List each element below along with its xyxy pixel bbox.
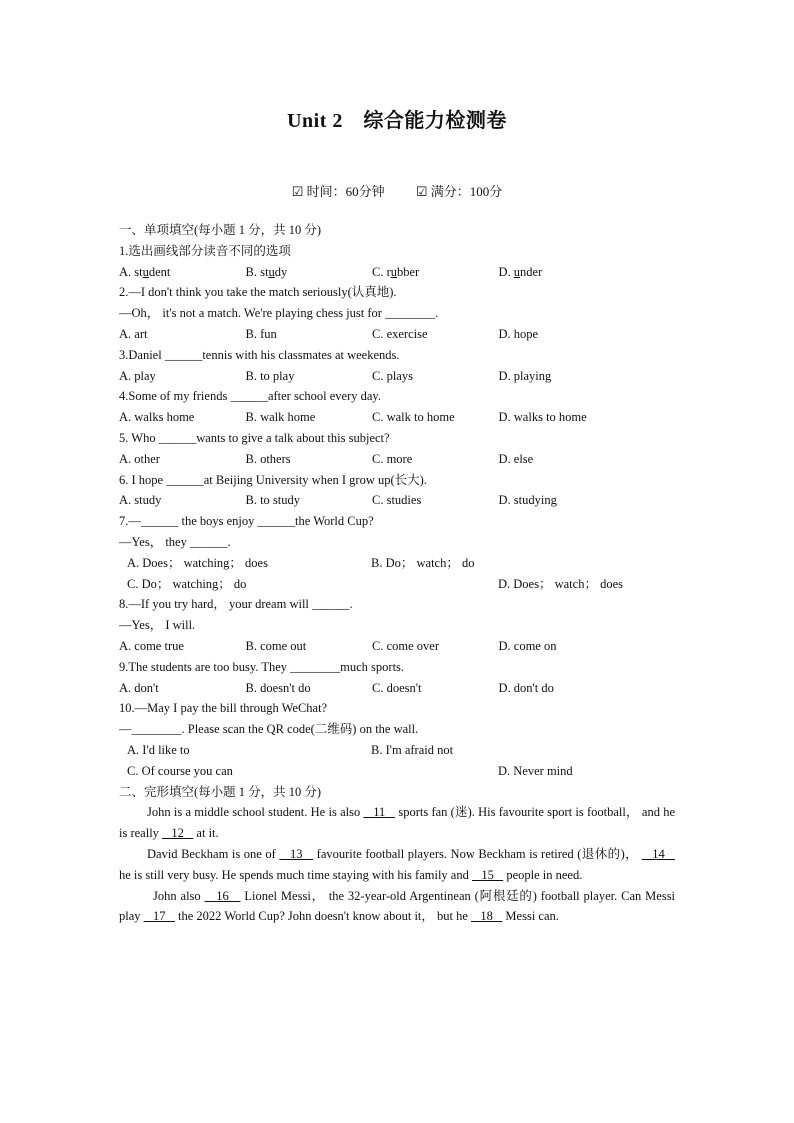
q5-option-c: C. more (372, 451, 413, 466)
q4-option-a: A. walks home (119, 410, 195, 425)
q1-option-d: D. under (498, 264, 543, 279)
full-score: ☑ 满分：100分 (415, 184, 503, 199)
time-limit: ☑ 时间：60分钟 (291, 184, 385, 199)
q5-option-a: A. other (119, 451, 160, 466)
q2-options (119, 324, 675, 345)
q1-option-a: A. student (119, 264, 171, 279)
q2-option-c: C. exercise (372, 326, 428, 341)
q8-options (119, 636, 675, 657)
q6-option-b: B. to study (245, 493, 301, 508)
q6-stem: 6. I hope ______at Beijing University when I grow up(长大). (119, 472, 427, 487)
q7-stem: 7.—______ the boys enjoy ______the World Cup? (119, 514, 374, 529)
q8-option-a: A. come true (119, 638, 184, 653)
q7-stem-2: —Yes， they ______. (119, 534, 231, 549)
cloze-blank-14: 14 (652, 846, 665, 861)
q10-options-row2 (119, 761, 675, 782)
q9-option-b: B. doesn't do (245, 680, 311, 695)
exam-meta (0, 181, 794, 200)
q8-option-c: C. come over (372, 638, 439, 653)
q8-option-b: B. come out (245, 638, 307, 653)
q9-option-d: D. don't do (498, 680, 554, 695)
q7-option-c: C. Do； watching； do (127, 576, 247, 591)
q9-option-a: A. don't (119, 680, 159, 695)
q7-options-row2 (119, 574, 675, 595)
cloze-blank-13: 13 (289, 846, 303, 861)
q3-stem: 3.Daniel ______tennis with his classmates at weekends. (119, 347, 400, 362)
q10-option-d: D. Never mind (498, 763, 573, 778)
section2-heading: 二、完形填空(每小题 1 分，共 10 分) (119, 784, 322, 799)
cloze-blank-12: 12 (171, 826, 184, 841)
worksheet-content (119, 220, 675, 927)
q7-option-d: D. Does； watch； does (498, 576, 623, 591)
q3-option-a: A. play (119, 368, 156, 383)
q10-option-c: C. Of course you can (127, 763, 233, 778)
q5-stem: 5. Who ______wants to give a talk about this subject? (119, 430, 390, 445)
q2-option-d: D. hope (498, 326, 539, 341)
q2-option-a: A. art (119, 326, 148, 341)
q6-options (119, 490, 675, 511)
q10-option-a: A. I'd like to (127, 742, 190, 757)
q4-option-d: D. walks to home (498, 410, 587, 425)
q7-options-row1 (119, 553, 675, 574)
q4-options (119, 407, 675, 428)
q5-options (119, 449, 675, 470)
q9-stem: 9.The students are too busy. They ________much sports. (119, 659, 405, 674)
q6-option-c: C. studies (372, 493, 422, 508)
q1-option-c: C. rubber (372, 264, 420, 279)
q1-stem: 1.选出画线部分读音不同的选项 (119, 243, 291, 258)
q4-option-b: B. walk home (245, 410, 316, 425)
q8-stem: 8.—If you try hard， your dream will ______. (119, 597, 353, 612)
q8-stem-2: —Yes， I will. (119, 618, 196, 633)
q8-option-d: D. come on (498, 638, 557, 653)
q5-option-b: B. others (245, 451, 291, 466)
q2-option-b: B. fun (245, 326, 277, 341)
q7-option-b: B. Do； watch； do (371, 555, 475, 570)
q10-option-b: B. I'm afraid not (371, 742, 454, 757)
cloze-paragraph-2: David Beckham is one of 13 favourite football players. Now Beckham is retired (退休的)， 14 he is still very busy. He spends much time staying with his family and 15 people in need. (119, 844, 675, 886)
q1-options (119, 262, 675, 283)
section1-heading: 一、单项填空(每小题 1 分，共 10 分) (119, 223, 322, 237)
q3-option-d: D. playing (498, 368, 552, 383)
q6-option-d: D. studying (498, 493, 557, 508)
q10-options-row1 (119, 740, 675, 761)
q5-option-d: D. else (498, 451, 534, 466)
q9-options (119, 678, 675, 699)
q3-option-b: B. to play (245, 368, 295, 383)
q4-stem: 4.Some of my friends ______after school every day. (119, 389, 381, 404)
q4-option-c: C. walk to home (372, 410, 455, 425)
cloze-blank-15: 15 (481, 867, 494, 882)
q6-option-a: A. study (119, 493, 162, 508)
cloze-paragraph-1: John is a middle school student. He is also 11 sports fan (迷). His favourite sport is football， and he is really 12 at it. (119, 805, 676, 841)
q1-option-b: B. study (245, 264, 288, 279)
cloze-blank-18: 18 (480, 909, 493, 924)
cloze-blank-11: 11 (373, 805, 386, 820)
q3-option-c: C. plays (372, 368, 413, 383)
q3-options (119, 366, 675, 387)
q10-stem: 10.—May I pay the bill through WeChat? (119, 701, 328, 716)
cloze-blank-16: 16 (216, 888, 229, 903)
q9-option-c: C. doesn't (372, 680, 422, 695)
q2-stem-2: —Oh， it's not a match. We're playing chess just for ________. (119, 306, 439, 321)
page-title: Unit 2 综合能力检测卷 (287, 110, 507, 132)
cloze-blank-17: 17 (153, 909, 166, 924)
cloze-paragraph-3: John also 16 Lionel Messi， the 32-year-old Argentinean (阿根廷的) football player. Can Messi play 17 the 2022 World Cup? John doesn't know about it， but he 18 Messi can. (119, 888, 676, 924)
q10-stem-2: —________. Please scan the QR code(二维码) on the wall. (119, 722, 419, 737)
q7-option-a: A. Does； watching； does (127, 555, 268, 570)
q2-stem: 2.—I don't think you take the match seriously(认真地). (119, 285, 397, 300)
